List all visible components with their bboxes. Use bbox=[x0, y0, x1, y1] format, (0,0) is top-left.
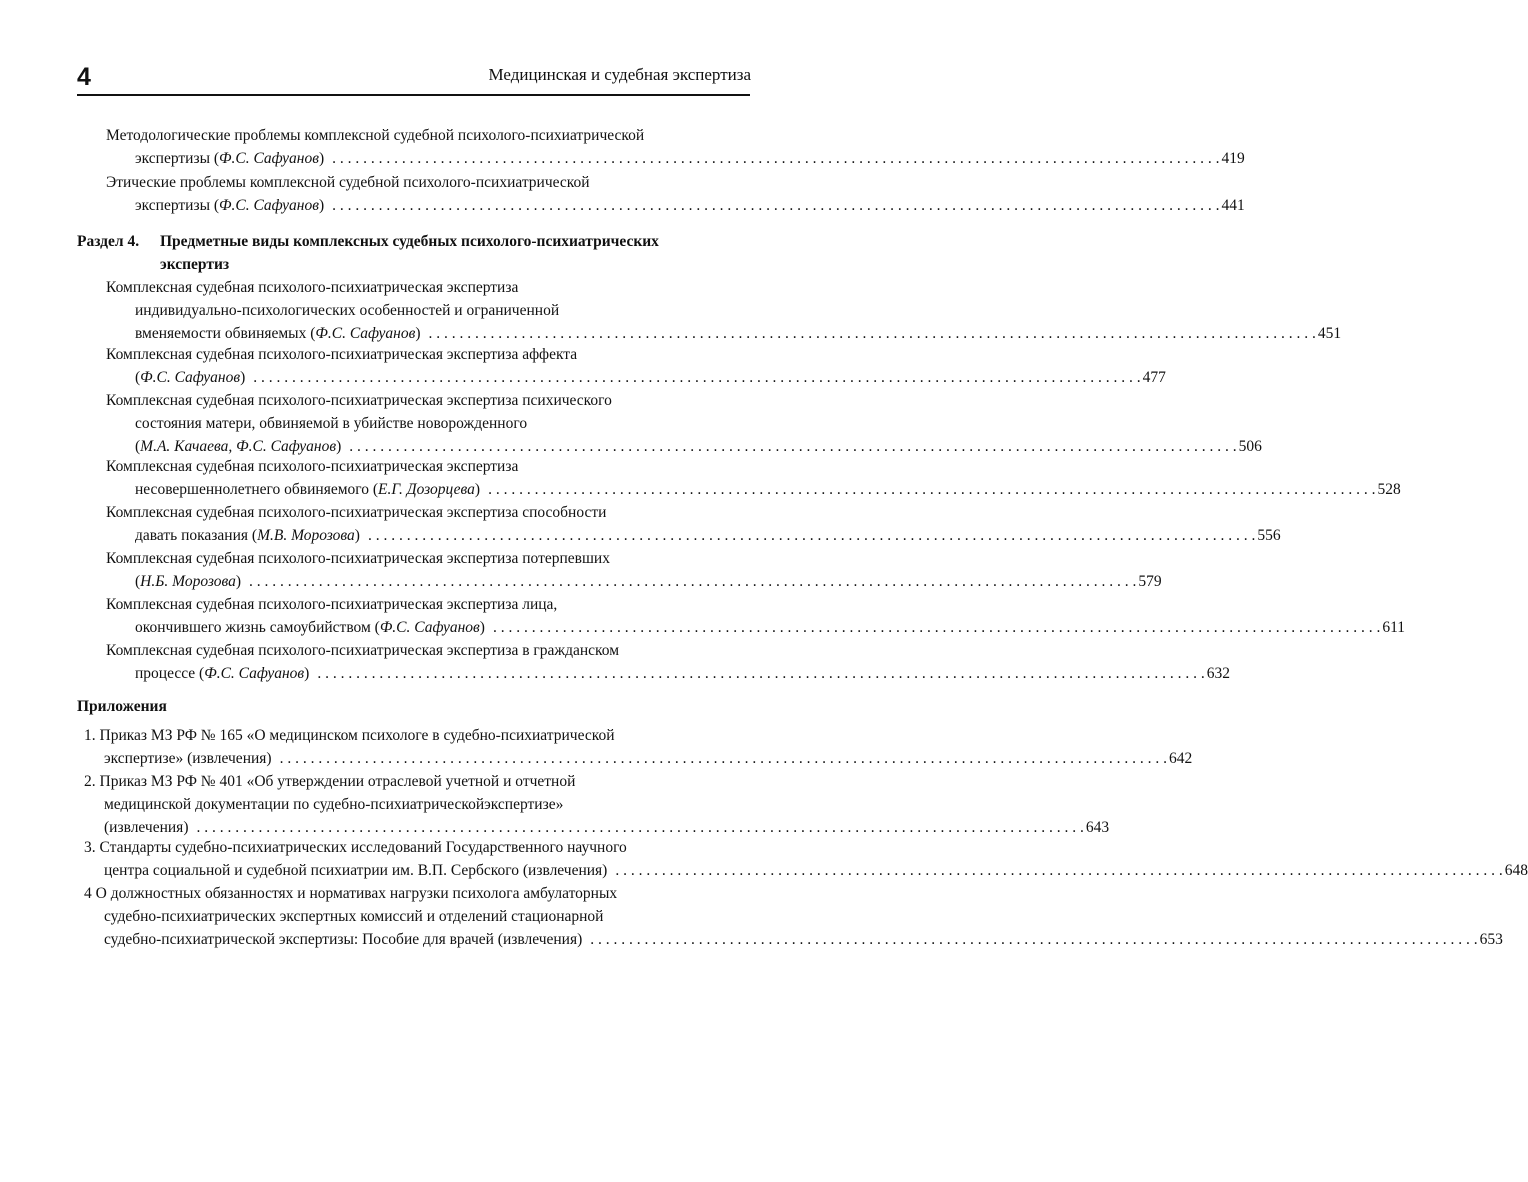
entry-title-line: 3. Стандарты судебно-психиатрических исследований Государственного научного bbox=[84, 839, 627, 856]
entry-page-number: 506 bbox=[1238, 438, 1262, 455]
dot-leader: . . . . . . . . . . . . . . . . . . . . . . . . . . . . . . . . . . . . . . . . . . . . . . . . . . . . . . . . . . . . . . . . . . . . . . . . . . . . . . . . . . . . . . . . . . . . . . . . . . . . . . . . . . . . . . . . . . . bbox=[492, 619, 1381, 636]
entry-page-number: 528 bbox=[1377, 481, 1401, 498]
entry-page-number: 477 bbox=[1142, 369, 1166, 386]
header-rule bbox=[77, 94, 750, 96]
entry-page-number: 579 bbox=[1138, 573, 1162, 590]
entry-title-line: состояния матери, обвиняемой в убийстве новорожденного bbox=[135, 415, 528, 432]
dot-leader: . . . . . . . . . . . . . . . . . . . . . . . . . . . . . . . . . . . . . . . . . . . . . . . . . . . . . . . . . . . . . . . . . . . . . . . . . . . . . . . . . . . . . . . . . . . . . . . . . . . . . . . . . . . . . . . . . . . bbox=[332, 197, 1220, 214]
entry-title-line: 4 О должностных обязанностях и нормативах нагрузки психолога амбулаторных bbox=[84, 885, 618, 902]
entry-title-line: окончившего жизнь самоубийством (Ф.С. Сафуанов) bbox=[135, 619, 485, 636]
dot-leader: . . . . . . . . . . . . . . . . . . . . . . . . . . . . . . . . . . . . . . . . . . . . . . . . . . . . . . . . . . . . . . . . . . . . . . . . . . . . . . . . . . . . . . . . . . . . . . . . . . . . . . . . . . . . . . . . . . . bbox=[615, 862, 1503, 879]
entry-title-line: Комплексная судебная психолого-психиатрическая экспертиза аффекта bbox=[106, 346, 578, 363]
entry-page-number: 556 bbox=[1257, 527, 1281, 544]
entry-title-line: (Н.Б. Морозова) bbox=[135, 573, 242, 590]
toc-entry[interactable] bbox=[84, 882, 1503, 951]
entry-title-line: несовершеннолетнего обвиняемого (Е.Г. Дозорцева) bbox=[135, 481, 481, 498]
section-title-line: экспертиз bbox=[160, 256, 230, 273]
toc-entry[interactable] bbox=[84, 836, 1528, 882]
running-title: Медицинская и судебная экспертиза bbox=[488, 65, 751, 84]
entry-page-number: 648 bbox=[1504, 862, 1528, 879]
entry-title-line: центра социальной и судебной психиатрии им. В.П. Сербского (извлечения) bbox=[104, 862, 608, 879]
entry-page-number: 441 bbox=[1221, 197, 1245, 214]
toc-entry[interactable] bbox=[106, 124, 1245, 170]
dot-leader: . . . . . . . . . . . . . . . . . . . . . . . . . . . . . . . . . . . . . . . . . . . . . . . . . . . . . . . . . . . . . . . . . . . . . . . . . . . . . . . . . . . . . . . . . . . . . . . . . . . . . . . . . . . . . . . . . . . bbox=[253, 369, 1141, 386]
toc-entry[interactable] bbox=[106, 276, 1342, 345]
entry-page-number: 611 bbox=[1382, 619, 1405, 636]
section-heading bbox=[77, 230, 732, 276]
entry-title-line: Комплексная судебная психолого-психиатрическая экспертиза способности bbox=[106, 504, 607, 521]
entry-page-number: 632 bbox=[1206, 665, 1230, 682]
entry-page-number: 642 bbox=[1168, 750, 1193, 767]
entry-author: Ф.С. Сафуанов bbox=[204, 665, 305, 682]
entry-page-number: 643 bbox=[1085, 819, 1110, 836]
entry-title-line: вменяемости обвиняемых (Ф.С. Сафуанов) bbox=[135, 325, 421, 342]
entry-title-line: Комплексная судебная психолого-психиатрическая экспертиза bbox=[106, 279, 519, 296]
dot-leader: . . . . . . . . . . . . . . . . . . . . . . . . . . . . . . . . . . . . . . . . . . . . . . . . . . . . . . . . . . . . . . . . . . . . . . . . . . . . . . . . . . . . . . . . . . . . . . . . . . . . . . . . . . . . . . . . . . . bbox=[332, 150, 1220, 167]
page-number: 4 bbox=[77, 63, 91, 91]
entry-title-line: (М.А. Качаева, Ф.С. Сафуанов) bbox=[135, 438, 342, 455]
dot-leader: . . . . . . . . . . . . . . . . . . . . . . . . . . . . . . . . . . . . . . . . . . . . . . . . . . . . . . . . . . . . . . . . . . . . . . . . . . . . . . . . . . . . . . . . . . . . . . . . . . . . . . . . . . . . . . . . . . . bbox=[488, 481, 1376, 498]
entry-author: М.В. Морозова bbox=[257, 527, 355, 544]
toc-entry[interactable] bbox=[106, 639, 1230, 685]
dot-leader: . . . . . . . . . . . . . . . . . . . . . . . . . . . . . . . . . . . . . . . . . . . . . . . . . . . . . . . . . . . . . . . . . . . . . . . . . . . . . . . . . . . . . . . . . . . . . . . . . . . . . . . . . . . . . . . . . . . bbox=[279, 750, 1167, 767]
entry-title-line: (Ф.С. Сафуанов) bbox=[135, 369, 246, 386]
toc-entry[interactable] bbox=[106, 547, 1162, 593]
entry-title-line: судебно-психиатрических экспертных комиссий и отделений стационарной bbox=[104, 908, 604, 925]
section-label: Раздел 4. bbox=[77, 233, 140, 250]
dot-leader: . . . . . . . . . . . . . . . . . . . . . . . . . . . . . . . . . . . . . . . . . . . . . . . . . . . . . . . . . . . . . . . . . . . . . . . . . . . . . . . . . . . . . . . . . . . . . . . . . . . . . . . . . . . . . . . . . . . bbox=[317, 665, 1205, 682]
entry-author: Ф.С. Сафуанов bbox=[379, 619, 480, 636]
entry-title-line: экспертизы (Ф.С. Сафуанов) bbox=[135, 150, 325, 167]
appendices-heading: Приложения bbox=[77, 698, 167, 715]
entry-title-line: индивидуально-психологических особенностей и ограниченной bbox=[135, 302, 560, 319]
toc-entry[interactable] bbox=[106, 455, 1401, 501]
dot-leader: . . . . . . . . . . . . . . . . . . . . . . . . . . . . . . . . . . . . . . . . . . . . . . . . . . . . . . . . . . . . . . . . . . . . . . . . . . . . . . . . . . . . . . . . . . . . . . . . . . . . . . . . . . . . . . . . . . . bbox=[196, 819, 1084, 836]
toc-entry[interactable] bbox=[84, 724, 1193, 770]
entry-author: Ф.С. Сафуанов bbox=[219, 197, 319, 214]
toc-entry[interactable] bbox=[106, 171, 1245, 217]
entry-title-line: Комплексная судебная психолого-психиатрическая экспертиза в гражданском bbox=[106, 642, 620, 659]
toc-entry[interactable] bbox=[106, 501, 1281, 547]
entry-author: Н.Б. Морозова bbox=[140, 573, 236, 590]
dot-leader: . . . . . . . . . . . . . . . . . . . . . . . . . . . . . . . . . . . . . . . . . . . . . . . . . . . . . . . . . . . . . . . . . . . . . . . . . . . . . . . . . . . . . . . . . . . . . . . . . . . . . . . . . . . . . . . . . . . bbox=[590, 931, 1478, 948]
entry-title-line: Этические проблемы комплексной судебной психолого-психиатрической bbox=[106, 174, 590, 191]
entry-title-line: 1. Приказ МЗ РФ № 165 «О медицинском психологе в судебно-психиатрической bbox=[84, 727, 615, 744]
entry-page-number: 653 bbox=[1479, 931, 1503, 948]
entry-author: Ф.С. Сафуанов bbox=[315, 325, 416, 342]
toc-entry[interactable] bbox=[106, 389, 1262, 458]
entry-author: Е.Г. Дозорцева bbox=[378, 481, 475, 498]
entry-title-line: Методологические проблемы комплексной судебной психолого-психиатрической bbox=[106, 127, 645, 144]
entry-page-number: 451 bbox=[1317, 325, 1342, 342]
entry-author: Ф.С. Сафуанов bbox=[219, 150, 319, 167]
dot-leader: . . . . . . . . . . . . . . . . . . . . . . . . . . . . . . . . . . . . . . . . . . . . . . . . . . . . . . . . . . . . . . . . . . . . . . . . . . . . . . . . . . . . . . . . . . . . . . . . . . . . . . . . . . . . . . . . . . . bbox=[349, 438, 1237, 455]
entry-title-line: Комплексная судебная психолого-психиатрическая экспертиза психического bbox=[106, 392, 612, 409]
dot-leader: . . . . . . . . . . . . . . . . . . . . . . . . . . . . . . . . . . . . . . . . . . . . . . . . . . . . . . . . . . . . . . . . . . . . . . . . . . . . . . . . . . . . . . . . . . . . . . . . . . . . . . . . . . . . . . . . . . . bbox=[428, 325, 1316, 342]
dot-leader: . . . . . . . . . . . . . . . . . . . . . . . . . . . . . . . . . . . . . . . . . . . . . . . . . . . . . . . . . . . . . . . . . . . . . . . . . . . . . . . . . . . . . . . . . . . . . . . . . . . . . . . . . . . . . . . . . . . bbox=[249, 573, 1137, 590]
entry-title-line: (извлечения) bbox=[104, 819, 189, 836]
entry-title-line: Комплексная судебная психолого-психиатрическая экспертиза потерпевших bbox=[106, 550, 610, 567]
entry-page-number: 419 bbox=[1221, 150, 1245, 167]
toc-entry[interactable] bbox=[84, 770, 1110, 839]
entry-title-line: 2. Приказ МЗ РФ № 401 «Об утверждении отраслевой учетной и отчетной bbox=[84, 773, 576, 790]
entry-title-line: Комплексная судебная психолого-психиатрическая экспертиза bbox=[106, 458, 519, 475]
dot-leader: . . . . . . . . . . . . . . . . . . . . . . . . . . . . . . . . . . . . . . . . . . . . . . . . . . . . . . . . . . . . . . . . . . . . . . . . . . . . . . . . . . . . . . . . . . . . . . . . . . . . . . . . . . . . . . . . . . . bbox=[367, 527, 1256, 544]
entry-title-line: экспертизы (Ф.С. Сафуанов) bbox=[135, 197, 325, 214]
entry-title-line: медицинской документации по судебно-психиатрическойэкспертизе» bbox=[104, 796, 564, 813]
toc-entry[interactable] bbox=[106, 593, 1405, 639]
entry-author: М.А. Качаева, Ф.С. Сафуанов bbox=[140, 438, 337, 455]
entry-title-line: экспертизе» (извлечения) bbox=[104, 750, 272, 767]
toc-entry[interactable] bbox=[106, 343, 1166, 389]
entry-author: Ф.С. Сафуанов bbox=[140, 369, 241, 386]
entry-title-line: судебно-психиатрической экспертизы: Пособие для врачей (извлечения) bbox=[104, 931, 583, 948]
section-title-line: Предметные виды комплексных судебных психолого-психиатрических bbox=[160, 233, 659, 250]
entry-title-line: давать показания (М.В. Морозова) bbox=[135, 527, 360, 544]
entry-title-line: процессе (Ф.С. Сафуанов) bbox=[135, 665, 310, 682]
entry-title-line: Комплексная судебная психолого-психиатрическая экспертиза лица, bbox=[106, 596, 558, 613]
